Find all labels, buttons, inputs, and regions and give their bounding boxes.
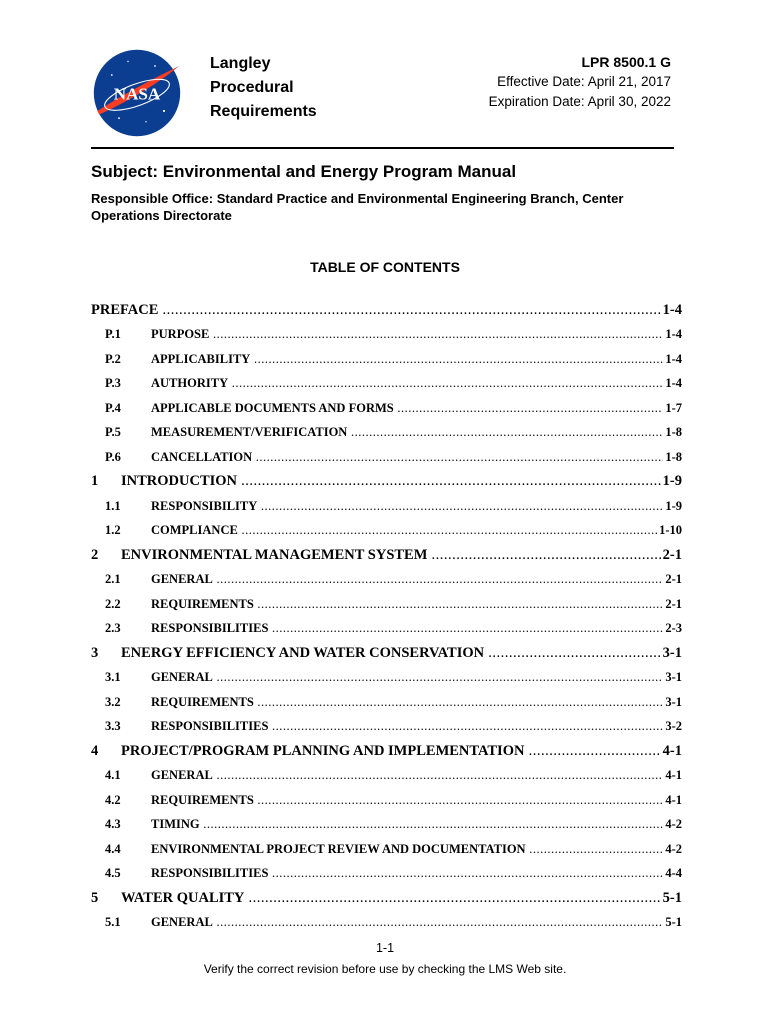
toc-entry[interactable] [91,347,682,372]
toc-entry-page: 2-1 [665,572,682,587]
toc-entry-page: 3-1 [665,670,682,685]
toc-entry-title: TIMING ..... [151,817,663,832]
toc-entry-page: 1-8 [665,449,682,464]
toc-entry-page: 1-10 [659,523,682,538]
toc-entry-title: AUTHORITY ..... [151,376,663,391]
toc-entry-title: PREFACE ..... [91,302,661,319]
toc-entry[interactable] [91,690,682,715]
toc-entry-page: 1-4 [665,376,682,391]
toc-entry-number: 3 [91,644,99,661]
subject-title: Subject: Environmental and Energy Program Manual [91,162,517,181]
toc-entry-title: RESPONSIBILITIES ..... [151,621,663,636]
toc-entry[interactable] [91,543,682,568]
toc-entry-title: RESPONSIBILITIES ..... [151,866,663,881]
toc-entry-number: 4.2 [105,792,121,807]
toc-entry-title: ENVIRONMENTAL PROJECT REVIEW AND DOCUMENTATION ..... [151,842,663,857]
document-info [489,52,671,112]
toc-entry-page: 4-2 [665,817,682,832]
toc-entry-number: 4 [91,742,99,759]
toc-entry-title: COMPLIANCE ..... [151,523,657,538]
toc-entry-page: 1-4 [665,327,682,342]
toc-entry-page: 4-2 [665,841,682,856]
toc-entry-number: P.2 [105,351,121,366]
toc-entry[interactable] [91,764,682,789]
toc-entry[interactable] [91,372,682,397]
toc-entry-title: REQUIREMENTS ..... [151,695,663,710]
toc-entry[interactable] [91,445,682,470]
toc-entry[interactable] [91,568,682,593]
toc-entry-page: 2-3 [665,621,682,636]
toc-entry-number: 1.2 [105,523,121,538]
toc-entry-number: 3.2 [105,694,121,709]
toc-entry-number: 4.5 [105,866,121,881]
toc-entry-number: 5 [91,889,99,906]
toc-entry-title: GENERAL ..... [151,670,663,685]
toc-entry-page: 2-1 [662,546,682,563]
toc-entry-title: CANCELLATION ..... [151,450,663,465]
toc-entry-title: ENERGY EFFICIENCY AND WATER CONSERVATION ..... [121,645,661,662]
toc-entry-title: PROJECT/PROGRAM PLANNING AND IMPLEMENTATION ..... [121,743,661,760]
toc-entry-title: RESPONSIBILITY ..... [151,499,663,514]
toc-entry-page: 1-9 [662,473,682,490]
toc-entry-number: P.6 [105,449,121,464]
toc-entry[interactable] [91,911,682,936]
toc-entry-page: 1-8 [665,425,682,440]
toc-entry[interactable] [91,323,682,348]
toc-entry-number: P.5 [105,425,121,440]
toc-entry-number: 4.1 [105,768,121,783]
toc-entry-page: 4-1 [665,792,682,807]
toc-entry-page: 3-2 [665,719,682,734]
toc-entry[interactable] [91,592,682,617]
toc-entry-number: P.1 [105,327,121,342]
toc-entry[interactable] [91,788,682,813]
org-title-line-1: Langley [210,55,271,72]
toc-entry-number: 2 [91,546,99,563]
toc-entry-page: 4-4 [665,866,682,881]
toc-entry-number: 2.2 [105,596,121,611]
toc-entry[interactable] [91,470,682,495]
toc-entry-number: 5.1 [105,915,121,930]
toc-entry-page: 1-4 [665,351,682,366]
toc-entry-page: 1-9 [665,498,682,513]
toc-entry-page: 5-1 [662,889,682,906]
toc-entry-title: ENVIRONMENTAL MANAGEMENT SYSTEM ..... [121,547,661,564]
toc-entry-page: 4-1 [662,742,682,759]
toc-entry[interactable] [91,886,682,911]
toc-heading: TABLE OF CONTENTS [310,259,460,275]
toc-entry[interactable] [91,666,682,691]
toc-entry-number: 3.3 [105,719,121,734]
footer-note: Verify the correct revision before use by checking the LMS Web site. [203,962,567,976]
toc-entry[interactable] [91,837,682,862]
toc-entry-number: 4.3 [105,817,121,832]
toc-entry[interactable] [91,641,682,666]
org-title [210,52,317,124]
effective-date: Effective Date: April 21, 2017 [497,74,671,89]
toc-entry-title: REQUIREMENTS ..... [151,793,663,808]
header-divider [91,147,674,149]
toc-entry-title: INTRODUCTION ..... [121,473,661,490]
toc-entry-title: GENERAL ..... [151,768,663,783]
toc-entry-title: RESPONSIBILITIES ..... [151,719,663,734]
responsible-office: Responsible Office: Standard Practice and Environmental Engineering Branch, Center Operations Directorate [91,191,624,223]
toc-entry[interactable] [91,715,682,740]
toc-entry[interactable] [91,862,682,887]
nasa-logo-text: NASA [113,84,161,104]
toc-entry-title: WATER QUALITY ..... [121,890,661,907]
toc-entry-page: 3-1 [662,644,682,661]
toc-entry-title: PURPOSE ..... [151,327,663,342]
page-number: 1-1 [375,941,395,955]
table-of-contents [91,298,682,935]
toc-entry[interactable] [91,617,682,642]
toc-entry-page: 3-1 [665,694,682,709]
toc-entry[interactable] [91,421,682,446]
expiration-date: Expiration Date: April 30, 2022 [488,94,671,109]
toc-entry-number: 2.1 [105,572,121,587]
toc-entry-number: 1 [91,473,99,490]
toc-entry-page: 5-1 [665,915,682,930]
toc-entry-title: GENERAL ..... [151,915,663,930]
toc-entry[interactable] [91,739,682,764]
toc-entry-number: 2.3 [105,621,121,636]
document-number: LPR 8500.1 G [581,54,671,70]
toc-entry-number: 3.1 [105,670,121,685]
toc-entry-number: 4.4 [105,841,121,856]
toc-entry-number: P.4 [105,400,121,415]
toc-entry[interactable] [91,813,682,838]
toc-entry[interactable] [91,519,682,544]
toc-entry-number: P.3 [105,376,121,391]
toc-entry-title: MEASUREMENT/VERIFICATION ..... [151,425,663,440]
toc-entry-page: 1-7 [665,400,682,415]
toc-entry-page: 2-1 [665,596,682,611]
toc-entry[interactable] [91,494,682,519]
nasa-logo-icon [92,48,182,138]
toc-entry-number: 1.1 [105,498,121,513]
toc-entry-title: APPLICABLE DOCUMENTS AND FORMS ..... [151,401,663,416]
toc-entry-title: APPLICABILITY ..... [151,352,663,367]
toc-entry[interactable] [91,396,682,421]
toc-entry-page: 1-4 [662,301,682,318]
org-title-line-3: Requirements [210,103,317,120]
org-title-line-2: Procedural [210,79,294,96]
toc-entry[interactable] [91,298,682,323]
toc-entry-title: GENERAL ..... [151,572,663,587]
toc-entry-page: 4-1 [665,768,682,783]
toc-entry-title: REQUIREMENTS ..... [151,597,663,612]
